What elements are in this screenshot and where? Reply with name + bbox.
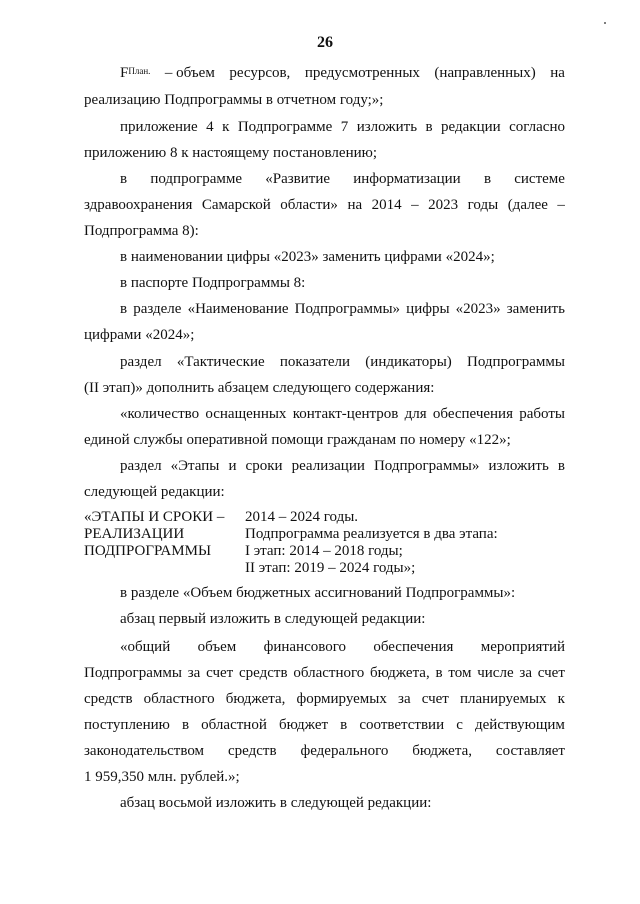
word: областного <box>143 691 215 707</box>
word: (индикаторы) <box>365 354 452 370</box>
word: за <box>187 665 201 681</box>
passport-section-content <box>245 509 498 577</box>
passport-content-line: 2014 – 2024 годы. <box>245 509 359 525</box>
word: обеспечения <box>432 406 513 422</box>
word: счет <box>206 665 234 681</box>
word: к <box>222 119 230 135</box>
word: Подпрограммы <box>467 354 565 370</box>
word: приложение <box>120 119 198 135</box>
paragraph-line <box>120 353 565 371</box>
word: ресурсов, <box>229 65 291 81</box>
word: планируемых <box>459 691 547 707</box>
word: цифры <box>406 301 450 317</box>
passport-content-line: I этап: 2014 – 2018 годы; <box>245 543 403 559</box>
word: за <box>519 665 532 681</box>
word: – <box>557 197 565 213</box>
passport-title-line: ПОДПРОГРАММЫ <box>84 543 212 559</box>
word: здравоохранения <box>84 197 193 213</box>
paragraph-line <box>84 196 565 214</box>
word: Подпрограммы <box>84 665 182 681</box>
word: финансового <box>263 639 346 655</box>
scan-speck <box>604 22 606 24</box>
word: на <box>347 197 363 213</box>
passport-content-line: II этап: 2019 – 2024 годы»; <box>245 560 416 576</box>
paragraph-line <box>120 300 565 318</box>
word: «общий <box>120 639 171 655</box>
word: Самарской <box>201 197 271 213</box>
word: информатизации <box>353 171 461 187</box>
word: контакт-центров <box>292 406 399 422</box>
word: 7 <box>340 119 349 135</box>
word: в <box>483 171 492 187</box>
paragraph-line: в разделе «Объем бюджетных ассигнований Подпрограммы»: <box>120 585 516 601</box>
paragraph-line: абзац восьмой изложить в следующей редакции: <box>120 795 432 811</box>
paragraph-line: абзац первый изложить в следующей редакции: <box>120 611 426 627</box>
paragraph-line <box>120 457 565 475</box>
word: – объем <box>164 65 215 81</box>
word: 2014 <box>371 197 402 213</box>
paragraph-line: в наименовании цифры «2023» заменить цифрами «2024»; <box>120 249 495 265</box>
page-number: 26 <box>317 34 333 51</box>
word: объем <box>197 639 237 655</box>
passport-title-line: РЕАЛИЗАЦИИ <box>84 526 185 542</box>
word: за <box>398 691 411 707</box>
word: 4 <box>206 119 214 135</box>
word: раздел <box>120 354 162 370</box>
word: раздел <box>120 458 162 474</box>
word: подпрограмме <box>150 171 243 187</box>
word: оснащенных <box>205 406 287 422</box>
word: в <box>557 458 565 474</box>
word: бюджета, <box>225 691 286 707</box>
passport-section-title <box>84 509 224 560</box>
word: средств <box>84 691 133 707</box>
word: изложить <box>488 458 549 474</box>
word: средств <box>227 743 277 759</box>
word: в <box>181 717 190 733</box>
word: мероприятий <box>480 639 565 655</box>
word: Подпрограммы» <box>294 301 401 317</box>
word: на <box>550 65 565 81</box>
paragraph-line <box>84 664 565 682</box>
word: в <box>425 119 433 135</box>
word: бюджета, <box>412 743 472 759</box>
word: годы <box>467 197 499 213</box>
paragraph-line <box>84 690 565 708</box>
word: в <box>435 665 443 681</box>
word: с <box>456 717 463 733</box>
word: реализации <box>291 458 365 474</box>
paragraph-line: следующей редакции: <box>84 484 225 500</box>
paragraph-line <box>120 64 565 82</box>
paragraph-line: единой службы оперативной помощи гражданам по номеру «122»; <box>84 432 511 448</box>
word: средств <box>239 665 288 681</box>
word: областной <box>201 717 267 733</box>
word: для <box>404 406 427 422</box>
word: счет <box>421 691 449 707</box>
word: Подпрограммы» <box>373 458 480 474</box>
word: заменить <box>506 301 565 317</box>
word: предусмотренных <box>304 65 420 81</box>
word: в <box>340 717 348 733</box>
word: действующим <box>475 717 565 733</box>
paragraph-line <box>120 405 565 423</box>
word: сроки <box>245 458 283 474</box>
paragraph-line: (II этап)» дополнить абзацем следующего содержания: <box>84 380 435 396</box>
word: редакции <box>441 119 501 135</box>
word: системе <box>514 171 565 187</box>
paragraph-line: Подпрограмма 8): <box>84 223 199 239</box>
word: «Тактические <box>176 354 265 370</box>
paragraph-line: реализацию Подпрограммы в отчетном году;»; <box>84 92 384 108</box>
word: областного <box>293 665 365 681</box>
word: составляет <box>495 743 565 759</box>
paragraph-line <box>84 716 565 734</box>
passport-content-line: Подпрограмма реализуется в два этапа: <box>245 526 498 542</box>
word: показатели <box>279 354 351 370</box>
paragraph-line: цифрами «2024»; <box>84 327 195 343</box>
word: «Этапы <box>170 458 220 474</box>
paragraph-line <box>120 170 565 188</box>
word: работы <box>519 406 565 422</box>
symbol: $F^{План.}$ <box>120 65 151 81</box>
word: федерального <box>300 743 389 759</box>
word: законодательством <box>84 743 205 759</box>
word: бюджета, <box>370 665 430 681</box>
word: «количество <box>120 406 200 422</box>
word: «Развитие <box>265 171 331 187</box>
word: (направленных) <box>434 65 536 81</box>
word: согласно <box>509 119 565 135</box>
word: в <box>120 301 128 317</box>
word: обеспечения <box>373 639 454 655</box>
word: и <box>228 458 237 474</box>
word: «2023» <box>455 301 501 317</box>
word: том <box>448 665 472 681</box>
word: области» <box>280 197 338 213</box>
word: в <box>120 171 128 187</box>
paragraph-line: в паспорте Подпрограммы 8: <box>120 275 306 291</box>
word: изложить <box>356 119 418 135</box>
word: 2023 <box>428 197 459 213</box>
paragraph-line: 1 959,350 млн. рублей.»; <box>84 769 240 785</box>
word: числе <box>477 665 514 681</box>
word: счет <box>537 665 565 681</box>
word: к <box>557 691 565 707</box>
word: (далее <box>507 197 548 213</box>
paragraph-line <box>84 742 565 760</box>
paragraph-line <box>120 638 565 656</box>
paragraph-line <box>120 118 565 136</box>
passport-title-line: «ЭТАПЫ И СРОКИ – <box>84 509 225 525</box>
word: Подпрограмме <box>237 119 333 135</box>
word: – <box>411 197 419 213</box>
word: «Наименование <box>187 301 289 317</box>
paragraph-line: приложению 8 к настоящему постановлению; <box>84 145 377 161</box>
word: разделе <box>133 301 182 317</box>
word: поступлению <box>84 717 170 733</box>
word: формируемых <box>296 691 387 707</box>
word: бюджет <box>278 717 329 733</box>
word: соответствии <box>359 717 445 733</box>
